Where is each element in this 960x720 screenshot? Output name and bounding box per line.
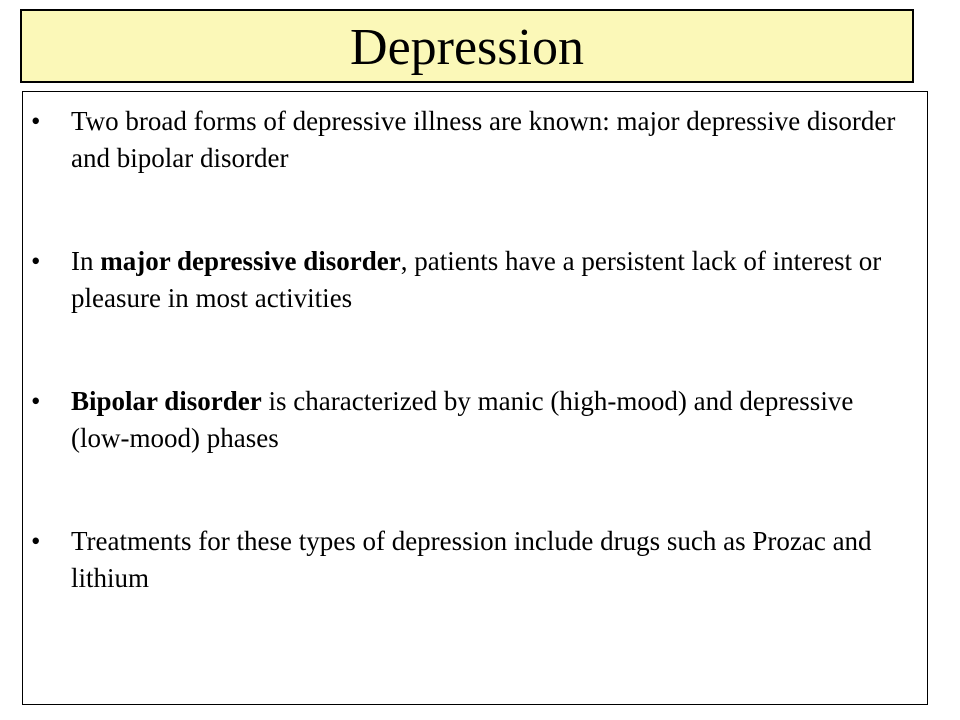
bullet-icon: • xyxy=(31,246,41,276)
bullet-icon: • xyxy=(31,526,41,556)
bullet-text xyxy=(71,523,911,597)
slide-title-bar xyxy=(20,9,914,83)
bullet-text-segment: In xyxy=(71,246,101,276)
bullet-item-forms xyxy=(31,103,911,177)
bullet-icon: • xyxy=(31,386,41,416)
bullet-text-segment: Treatments for these types of depression include drugs such as Prozac and lithium xyxy=(71,526,872,593)
bullet-text xyxy=(71,383,911,457)
bullet-text-segment: , patients have a persistent lack of interest or pleasure in most activities xyxy=(71,246,882,313)
bullet-item-treatments xyxy=(31,523,911,597)
bullet-text-segment: Two broad forms of depressive illness are known: major depressive disorder and bipolar disorder xyxy=(71,106,896,173)
bullet-text-bold-term: Bipolar disorder xyxy=(71,386,262,416)
slide-content-box xyxy=(22,91,928,705)
bullet-text xyxy=(71,243,911,317)
bullet-item-major-depressive xyxy=(31,243,911,317)
bullet-text-segment: is characterized by manic (high-mood) and depressive (low-mood) phases xyxy=(71,386,854,453)
bullet-text xyxy=(71,103,911,177)
bullet-item-bipolar xyxy=(31,383,911,457)
bullet-icon: • xyxy=(31,106,41,136)
slide-title: Depression xyxy=(350,19,584,76)
bullet-text-bold-term: major depressive disorder xyxy=(100,246,401,276)
